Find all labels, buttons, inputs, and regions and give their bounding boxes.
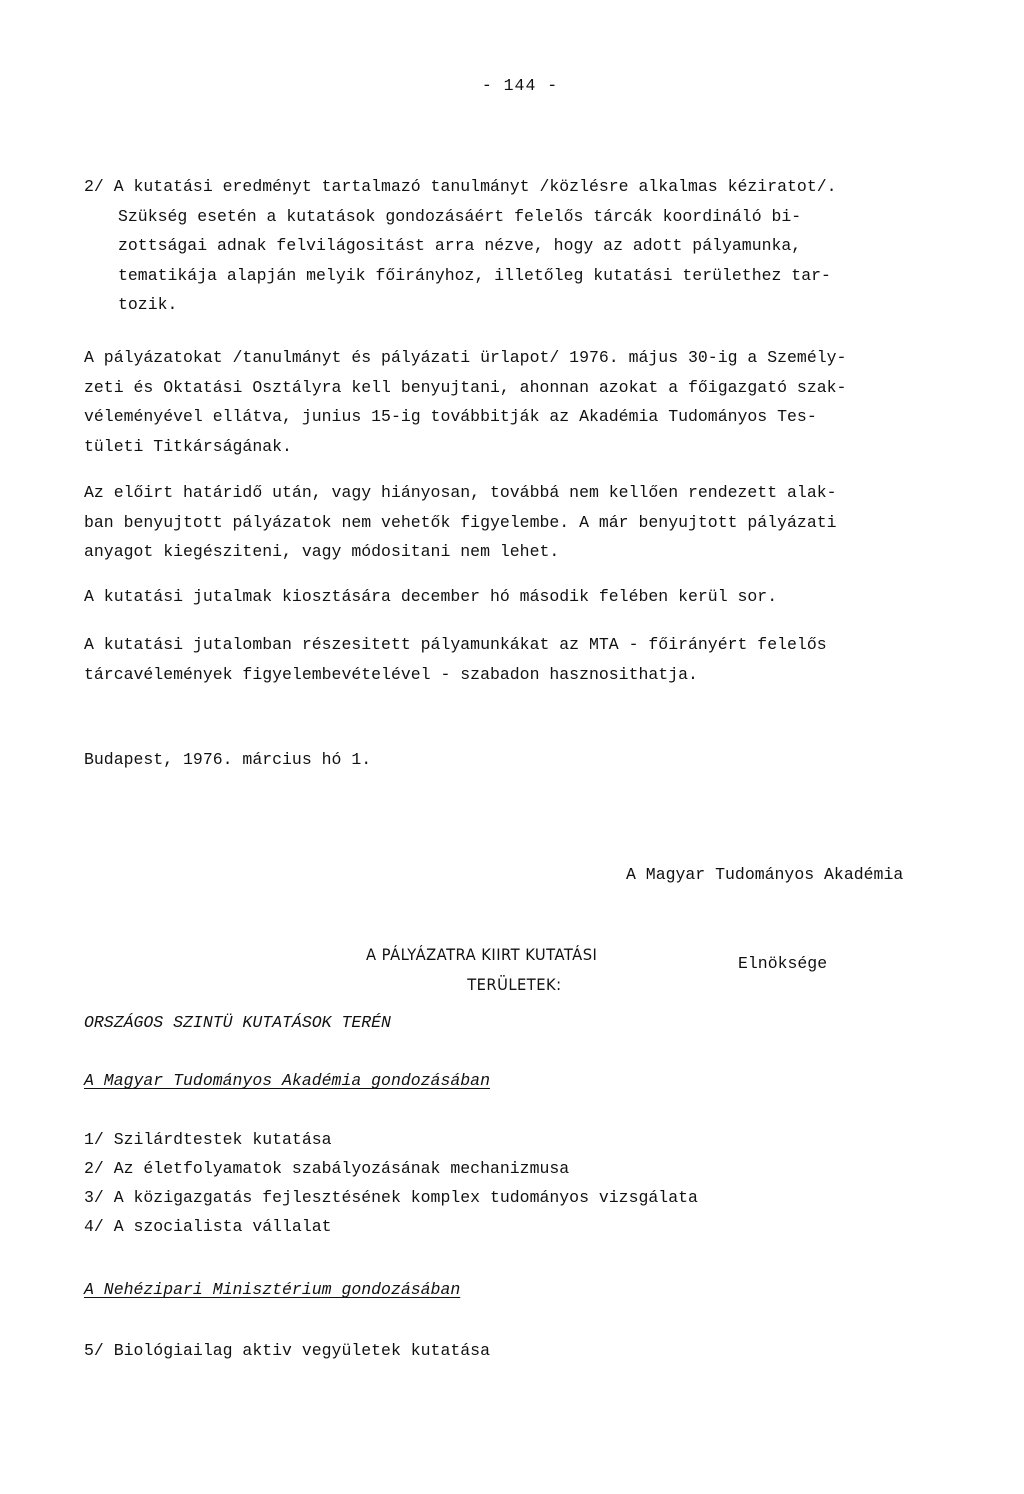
signature	[626, 801, 903, 1008]
list-item: 5/ Biológiailag aktiv vegyületek kutatása	[84, 1341, 490, 1360]
section-title-line-2: TERÜLETEK:	[467, 975, 562, 994]
text-line: tematikája alapján melyik főirányhoz, illetőleg kutatási területhez tar-	[118, 265, 831, 285]
text-line: anyagot kiegésziteni, vagy módositani nem lehet.	[84, 542, 560, 561]
heavy-industry-topic-list	[84, 1336, 944, 1365]
list-item: 4/ A szocialista vállalat	[84, 1217, 332, 1236]
group-heading-heavy-industry: A Nehézipari Minisztérium gondozásában	[84, 1280, 461, 1299]
national-heading	[84, 1013, 391, 1032]
text-line: 2/ A kutatási eredményt tartalmazó tanulmányt /közlésre alkalmas kéziratot/.	[84, 177, 837, 196]
text-line: ban benyujtott pályázatok nem vehetők figyelembe. A már benyujtott pályázati	[84, 512, 837, 532]
place-date-text: Budapest, 1976. március hó 1.	[84, 750, 372, 769]
page-number: - 144 -	[481, 76, 559, 95]
paragraph-late-submissions	[84, 478, 944, 567]
text-line: Az előirt határidő után, vagy hiányosan, továbbá nem kellően rendezett alak-	[84, 483, 837, 502]
text-line: zottságai adnak felvilágositást arra nézve, hogy az adott pályamunka,	[118, 236, 802, 255]
place-and-date	[84, 745, 944, 775]
text-line: tárcavélemények figyelembevételével - szabadon hasznosithatja.	[84, 664, 698, 684]
text-line: Szükség esetén a kutatások gondozásáért felelős tárcák koordináló bi-	[118, 206, 802, 226]
signature-line-2: Elnöksége	[738, 953, 828, 973]
text-line: tozik.	[118, 295, 178, 314]
paragraph-submission-deadline	[84, 343, 944, 461]
list-item: 2/ Az életfolyamatok szabályozásának mechanizmusa	[84, 1159, 570, 1178]
list-item: 1/ Szilárdtestek kutatása	[84, 1130, 332, 1149]
text-line: tületi Titkárságának.	[84, 436, 292, 456]
academy-topic-list	[84, 1125, 944, 1241]
list-item: 3/ A közigazgatás fejlesztésének komplex tudományos vizsgálata	[84, 1188, 698, 1207]
signature-line-1: A Magyar Tudományos Akadémia	[626, 865, 904, 884]
text-line: zeti és Oktatási Osztályra kell benyujtani, ahonnan azokat a főigazgató szak-	[84, 377, 847, 397]
paragraph-submission-contents	[84, 172, 944, 320]
section-title-line-1: A PÁLYÁZATRA KIIRT KUTATÁSI	[366, 945, 598, 964]
paragraph-usage-rights	[84, 630, 944, 689]
text-line: A kutatási jutalomban részesitett pályamunkákat az MTA - főirányért felelős	[84, 635, 827, 654]
text-line: A kutatási jutalmak kiosztására december hó második felében kerül sor.	[84, 587, 778, 606]
paragraph-award-distribution	[84, 582, 944, 612]
section-title	[366, 940, 617, 1000]
text-line: A pályázatokat /tanulmányt és pályázati ürlapot/ 1976. május 30-ig a Személy-	[84, 348, 847, 367]
text-line: véleményével ellátva, junius 15-ig továbbitják az Akadémia Tudományos Tes-	[84, 407, 817, 426]
group-heading-academy: A Magyar Tudományos Akadémia gondozásában	[84, 1071, 490, 1090]
national-heading-text: ORSZÁGOS SZINTÜ KUTATÁSOK TERÉN	[84, 1013, 391, 1032]
